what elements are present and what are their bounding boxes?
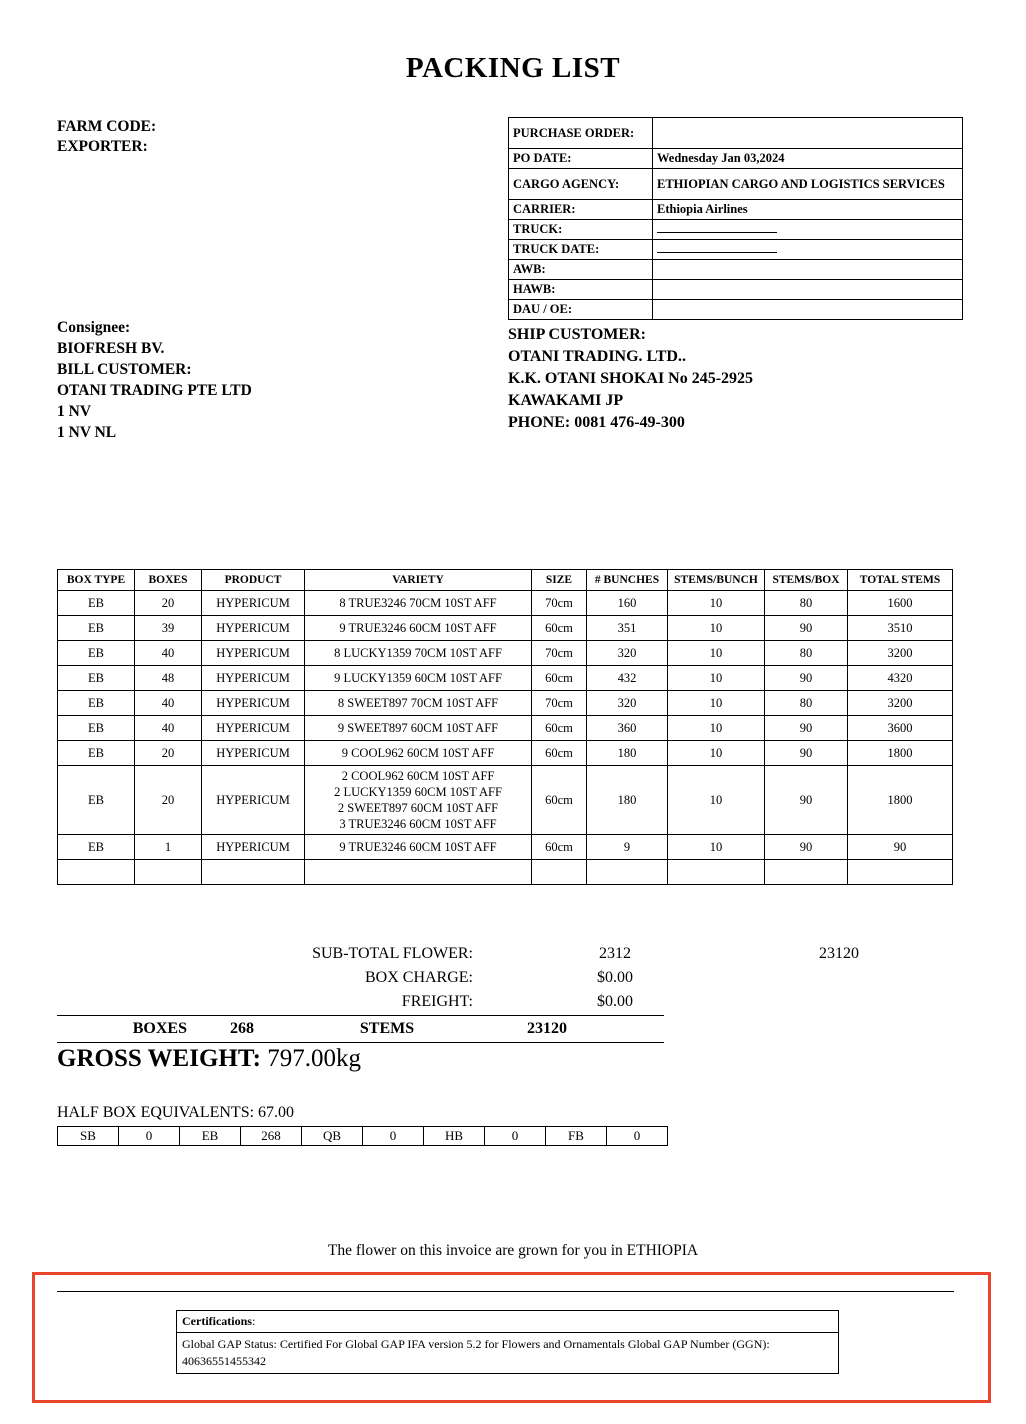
cell-size: 60cm <box>532 716 587 741</box>
stems-summary-label: STEMS <box>359 1020 415 1037</box>
cell-stems-box: 90 <box>765 666 848 691</box>
cell-product: HYPERICUM <box>202 766 305 835</box>
table-row <box>58 666 953 691</box>
half-box-key-qb: QB <box>302 1127 363 1146</box>
cell-product: HYPERICUM <box>202 835 305 860</box>
certifications-table <box>176 1310 839 1374</box>
cell-variety: 9 TRUE3246 60CM 10ST AFF <box>305 835 532 860</box>
subtotal-row <box>57 942 953 966</box>
table-row <box>58 616 953 641</box>
cell-total-stems: 4320 <box>848 666 953 691</box>
boxes-summary-label: BOXES <box>132 1020 187 1037</box>
certifications-header <box>177 1311 839 1333</box>
half-box-value-hb: 0 <box>485 1127 546 1146</box>
cell-product <box>202 860 305 885</box>
column-header-product: PRODUCT <box>202 570 305 591</box>
cell-total-stems: 90 <box>848 835 953 860</box>
table-row <box>58 860 953 885</box>
cell-stems-box: 80 <box>765 591 848 616</box>
table-row <box>509 300 963 320</box>
truck-write-line <box>657 223 777 233</box>
dau-oe-value <box>653 300 963 320</box>
cell-stems-bunch: 10 <box>668 616 765 641</box>
ship-customer-block <box>508 324 753 434</box>
cell-stems-bunch: 10 <box>668 716 765 741</box>
table-row <box>509 200 963 220</box>
table-row <box>58 716 953 741</box>
table-row <box>177 1333 839 1374</box>
cell-stems-bunch: 10 <box>668 591 765 616</box>
ship-customer-label: SHIP CUSTOMER: <box>508 326 646 343</box>
cell-stems-bunch: 10 <box>668 691 765 716</box>
table-row <box>58 641 953 666</box>
cell-boxes <box>135 860 202 885</box>
totals-block <box>57 942 953 1014</box>
cell-stems-bunch: 10 <box>668 666 765 691</box>
consignee-block <box>57 317 252 443</box>
cell-box-type: EB <box>58 835 135 860</box>
cell-stems-bunch: 10 <box>668 641 765 666</box>
half-box-key-eb: EB <box>180 1127 241 1146</box>
hawb-label: HAWB: <box>509 280 653 300</box>
consignee-name: BIOFRESH BV. <box>57 340 165 357</box>
cell-stems-box: 90 <box>765 616 848 641</box>
hawb-value <box>653 280 963 300</box>
cell-boxes: 20 <box>135 741 202 766</box>
awb-label: AWB: <box>509 260 653 280</box>
bill-customer-name: OTANI TRADING PTE LTD <box>57 382 252 399</box>
cell-stems-box <box>765 860 848 885</box>
stems-summary-value: 23120 <box>527 1020 567 1037</box>
certifications-body: Global GAP Status: Certified For Global GAP IFA version 5.2 for Flowers and Ornamentals Global GAP Number (GGN): 40636551455342 <box>177 1333 839 1374</box>
half-box-value-fb: 0 <box>607 1127 668 1146</box>
column-header-total-stems: TOTAL STEMS <box>848 570 953 591</box>
table-row <box>177 1311 839 1333</box>
cell-box-type: EB <box>58 766 135 835</box>
cell-boxes: 39 <box>135 616 202 641</box>
cell-product: HYPERICUM <box>202 691 305 716</box>
cell-product: HYPERICUM <box>202 591 305 616</box>
cell-product: HYPERICUM <box>202 716 305 741</box>
cell-stems-bunch: 10 <box>668 835 765 860</box>
freight-row <box>57 990 953 1014</box>
cell-variety: 8 LUCKY1359 70CM 10ST AFF <box>305 641 532 666</box>
cell-total-stems: 3200 <box>848 691 953 716</box>
column-header-variety: VARIETY <box>305 570 532 591</box>
purchase-order-label: PURCHASE ORDER: <box>509 118 653 149</box>
cell-variety: 9 COOL962 60CM 10ST AFF <box>305 741 532 766</box>
cell-bunches: 360 <box>587 716 668 741</box>
table-row <box>509 260 963 280</box>
table-row <box>58 766 953 835</box>
cell-stems-box: 90 <box>765 835 848 860</box>
gross-weight-value: 797.00kg <box>267 1045 361 1072</box>
cell-boxes: 40 <box>135 641 202 666</box>
table-row <box>509 240 963 260</box>
half-box-equivalents-label: HALF BOX EQUIVALENTS: 67.00 <box>57 1104 295 1121</box>
cell-stems-bunch <box>668 860 765 885</box>
po-date-value: Wednesday Jan 03,2024 <box>653 149 963 169</box>
half-box-table <box>57 1126 668 1146</box>
truck-date-write-line <box>657 243 777 253</box>
purchase-order-value <box>653 118 963 149</box>
half-box-value-sb: 0 <box>119 1127 180 1146</box>
cell-box-type: EB <box>58 741 135 766</box>
packing-list-document <box>0 52 1026 1424</box>
table-row <box>509 220 963 240</box>
cell-variety: 9 TRUE3246 60CM 10ST AFF <box>305 616 532 641</box>
cargo-agency-label: CARGO AGENCY: <box>509 169 653 200</box>
subtotal-stems: 23120 <box>819 945 859 962</box>
half-box-key-fb: FB <box>546 1127 607 1146</box>
cell-stems-bunch: 10 <box>668 766 765 835</box>
gross-weight <box>57 1045 361 1073</box>
carrier-value: Ethiopia Airlines <box>653 200 963 220</box>
table-row <box>58 591 953 616</box>
cell-boxes: 20 <box>135 766 202 835</box>
cell-bunches: 180 <box>587 766 668 835</box>
cell-stems-box: 90 <box>765 716 848 741</box>
po-date-label: PO DATE: <box>509 149 653 169</box>
boxes-stems-summary <box>57 1015 664 1043</box>
cell-total-stems: 3200 <box>848 641 953 666</box>
items-table-wrapper <box>57 569 953 885</box>
column-header-stems-box: STEMS/BOX <box>765 570 848 591</box>
cell-size: 60cm <box>532 616 587 641</box>
box-charge-label: BOX CHARGE: <box>364 969 473 986</box>
cell-variety: 9 LUCKY1359 60CM 10ST AFF <box>305 666 532 691</box>
ship-customer-address-2: KAWAKAMI JP <box>508 392 624 409</box>
cell-variety: 2 COOL962 60CM 10ST AFF 2 LUCKY1359 60CM 10ST AFF 2 SWEET897 60CM 10ST AFF 3 TRUE3246 60CM 10ST AFF <box>305 766 532 835</box>
footer-divider <box>57 1291 954 1292</box>
cell-box-type: EB <box>58 666 135 691</box>
cell-bunches: 160 <box>587 591 668 616</box>
cell-box-type: EB <box>58 691 135 716</box>
column-header-size: SIZE <box>532 570 587 591</box>
cell-size: 60cm <box>532 766 587 835</box>
column-header-stems-bunch: STEMS/BUNCH <box>668 570 765 591</box>
cell-boxes: 40 <box>135 691 202 716</box>
order-info-table <box>508 117 963 320</box>
cell-stems-box: 90 <box>765 766 848 835</box>
ship-customer-address-1: K.K. OTANI SHOKAI No 245-2925 <box>508 370 754 387</box>
cell-total-stems: 1800 <box>848 766 953 835</box>
items-table <box>57 569 953 885</box>
cell-stems-box: 80 <box>765 641 848 666</box>
table-row <box>58 1127 668 1146</box>
boxes-summary-value: 268 <box>230 1020 254 1037</box>
certifications-colon: : <box>251 1314 256 1328</box>
column-header-box-type: BOX TYPE <box>58 570 135 591</box>
cell-boxes: 20 <box>135 591 202 616</box>
half-box-value-eb: 268 <box>241 1127 302 1146</box>
cell-total-stems: 1800 <box>848 741 953 766</box>
table-row <box>58 741 953 766</box>
cell-box-type: EB <box>58 591 135 616</box>
table-row <box>509 118 963 149</box>
half-box-key-sb: SB <box>58 1127 119 1146</box>
cell-box-type: EB <box>58 616 135 641</box>
truck-date-value <box>653 240 963 260</box>
dau-oe-label: DAU / OE: <box>509 300 653 320</box>
consignee-address-1: 1 NV <box>57 403 92 420</box>
cell-variety: 8 SWEET897 70CM 10ST AFF <box>305 691 532 716</box>
cell-variety: 8 TRUE3246 70CM 10ST AFF <box>305 591 532 616</box>
freight-label: FREIGHT: <box>401 993 473 1010</box>
subtotal-bunches: 2312 <box>599 945 631 962</box>
consignee-address-2: 1 NV NL <box>57 424 117 441</box>
cell-total-stems: 1600 <box>848 591 953 616</box>
cell-boxes: 40 <box>135 716 202 741</box>
cargo-agency-value: ETHIOPIAN CARGO AND LOGISTICS SERVICES <box>653 169 963 200</box>
farm-code-label: FARM CODE: <box>57 118 157 135</box>
column-header-bunches: # BUNCHES <box>587 570 668 591</box>
page-title: PACKING LIST <box>405 52 621 84</box>
subtotal-label: SUB-TOTAL FLOWER: <box>312 945 473 962</box>
table-row <box>58 835 953 860</box>
cell-size: 60cm <box>532 741 587 766</box>
cell-size <box>532 860 587 885</box>
table-header-row <box>58 570 953 591</box>
certifications-label: Certifications <box>182 1314 252 1328</box>
gross-weight-label: GROSS WEIGHT: <box>57 1045 261 1072</box>
cell-box-type <box>58 860 135 885</box>
cell-bunches <box>587 860 668 885</box>
cell-total-stems: 3510 <box>848 616 953 641</box>
cell-size: 60cm <box>532 666 587 691</box>
half-box-key-hb: HB <box>424 1127 485 1146</box>
cell-total-stems: 3600 <box>848 716 953 741</box>
half-box-value-qb: 0 <box>363 1127 424 1146</box>
column-header-boxes: BOXES <box>135 570 202 591</box>
cell-total-stems <box>848 860 953 885</box>
table-row <box>509 169 963 200</box>
cell-bunches: 9 <box>587 835 668 860</box>
cell-size: 70cm <box>532 641 587 666</box>
cell-product: HYPERICUM <box>202 641 305 666</box>
cell-size: 70cm <box>532 591 587 616</box>
table-row <box>58 691 953 716</box>
awb-value <box>653 260 963 280</box>
cell-bunches: 320 <box>587 691 668 716</box>
freight-value: $0.00 <box>597 993 633 1010</box>
box-charge-value: $0.00 <box>597 969 633 986</box>
cell-product: HYPERICUM <box>202 616 305 641</box>
cell-boxes: 48 <box>135 666 202 691</box>
truck-value <box>653 220 963 240</box>
cell-box-type: EB <box>58 641 135 666</box>
cell-boxes: 1 <box>135 835 202 860</box>
cell-size: 70cm <box>532 691 587 716</box>
cell-stems-bunch: 10 <box>668 741 765 766</box>
ship-customer-phone: PHONE: 0081 476-49-300 <box>508 414 685 431</box>
truck-label: TRUCK: <box>509 220 653 240</box>
carrier-label: CARRIER: <box>509 200 653 220</box>
truck-date-label: TRUCK DATE: <box>509 240 653 260</box>
cell-stems-box: 90 <box>765 741 848 766</box>
consignee-label: Consignee: <box>57 319 131 336</box>
cell-bunches: 320 <box>587 641 668 666</box>
farm-exporter-block <box>57 117 156 157</box>
table-row <box>509 280 963 300</box>
cell-box-type: EB <box>58 716 135 741</box>
ship-customer-name: OTANI TRADING. LTD.. <box>508 348 686 365</box>
cell-bunches: 180 <box>587 741 668 766</box>
cell-product: HYPERICUM <box>202 666 305 691</box>
cell-product: HYPERICUM <box>202 741 305 766</box>
table-row <box>509 149 963 169</box>
cell-bunches: 351 <box>587 616 668 641</box>
exporter-label: EXPORTER: <box>57 138 148 155</box>
cell-bunches: 432 <box>587 666 668 691</box>
cell-stems-box: 80 <box>765 691 848 716</box>
cell-variety: 9 SWEET897 60CM 10ST AFF <box>305 716 532 741</box>
box-charge-row <box>57 966 953 990</box>
cell-variety <box>305 860 532 885</box>
bill-customer-label: BILL CUSTOMER: <box>57 361 192 378</box>
cell-size: 60cm <box>532 835 587 860</box>
grown-in-note: The flower on this invoice are grown for you in ETHIOPIA <box>327 1242 699 1259</box>
